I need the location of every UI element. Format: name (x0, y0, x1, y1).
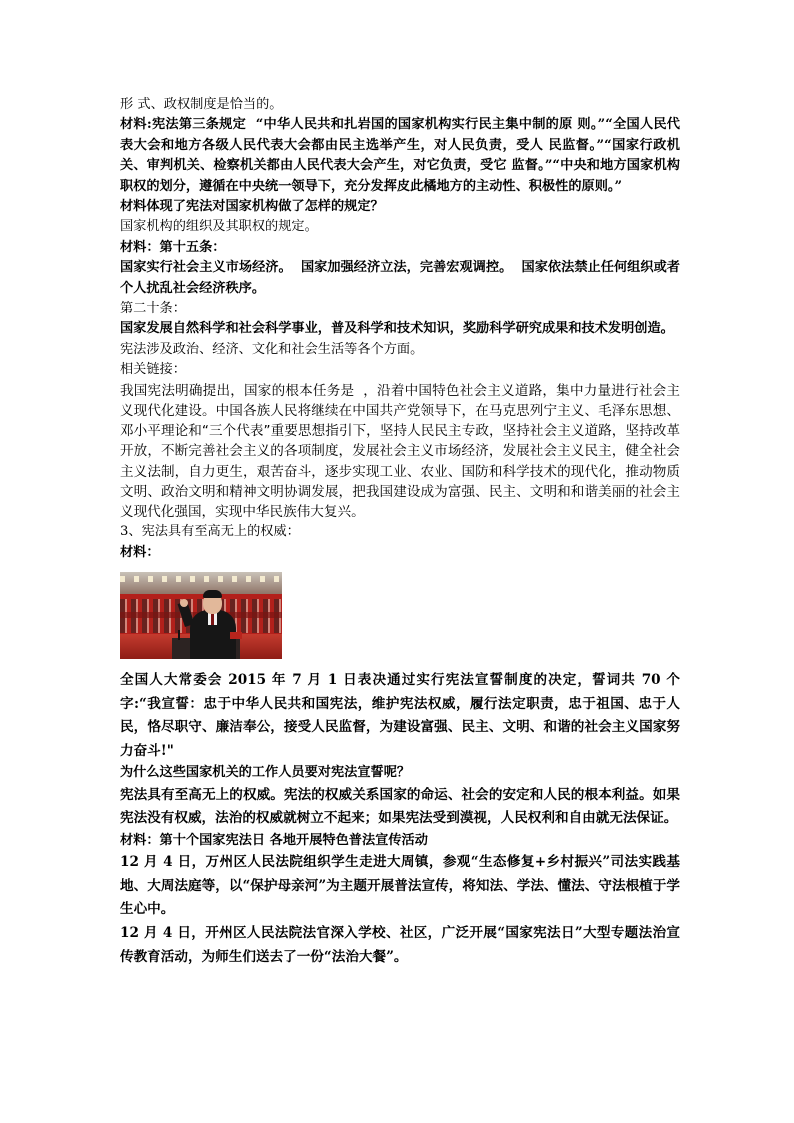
material-heading: 材料： (120, 544, 160, 560)
paragraph: 12 月 4 日，开州区人民法院法官深入学校、社区，广泛开展“国家宪法日”大型专题法治宣传教育活动，为师生们送去了一份“法治大餐”。 (120, 925, 680, 965)
document-body (120, 95, 680, 969)
paragraph: 国家发展自然科学和社会科学事业，普及科学和技术知识，奖励科学研究成果和技术发明创造。 (120, 321, 674, 337)
paragraph: 国家实行社会主义市场经济。 国家加强经济立法，完善宏观调控。 国家依法禁止任何组织或者个人扰乱社会经济秩序。 (120, 260, 680, 296)
section-heading: 3、宪法具有至高无上的权威： (120, 524, 300, 540)
paragraph: 材料:宪法第三条规定 “中华人民共和扎岩国的国家机构实行民主集中制的原 则。”“全国人民代表大会和地方各级人民代表大会都由民主选举产生，对人民负责，受人 民监督。”“国家行政机关、审判机关、检察机关都由人民代表大会产生，对它负责，受它 监督。”“中央和地方国家机构职权的划分，遵循在中央统一领导下，充分发挥皮此橘地方的主动性、积极性的原则。” (120, 117, 680, 194)
paragraph: 形 式、政权制度是恰当的。 (120, 97, 283, 112)
paragraph: 全国人大常委会 2015 年 7 月 1 日表决通过实行宪法宣誓制度的决定，誓词共 70 个字:“我宣誓：忠于中华人民共和国宪法，维护宪法权威，履行法定职责，忠于祖国、忠于人民，恪尽职守、廉洁奉公，接受人民监督，为建设富强、民主、文明、和谐的社会主义国家努力奋斗!" (120, 671, 680, 759)
paragraph: 我国宪法明确提出，国家的根本任务是 ，沿着中国特色社会主义道路，集中力量进行社会主义现代化建设。中国各族人民将继续在中国共产党领导下，在马克思列宁主义、毛泽东思想、邓小平理论和“三个代表”重要思想指引下，坚持人民民主专政，坚持社会主义道路，坚持改革开放，不断完善社会主义的各项制度，发展社会主义市场经济，发展社会主义民主，健全社会主义法制，自力更生，艰苦奋斗，逐步实现工业、农业、国防和科学技术的现代化，推动物质文明、政治文明和精神文明协调发展，把我国建设成为富强、民主、文明和和谐美丽的社会主义现代化强国，实现中华民族伟大复兴。 (120, 382, 680, 520)
article-heading: 第二十条： (120, 301, 186, 317)
answer: 国家机构的组织及其职权的规定。 (120, 219, 318, 235)
material-heading: 材料：第十个国家宪法日 各地开展特色普法宣传活动 (120, 832, 428, 848)
section-heading: 相关链接： (120, 362, 186, 378)
answer: 宪法涉及政治、经济、文化和社会生活等各个方面。 (120, 341, 424, 357)
paragraph: 宪法具有至高无上的权威。宪法的权威关系国家的命运、社会的安定和人民的根本利益。如果宪法没有权威，法治的权威就树立不起来；如果宪法受到漠视，人民权利和自由就无法保证。 (120, 786, 680, 827)
question: 为什么这些国家机关的工作人员要对宪法宣誓呢？ (120, 765, 411, 781)
oath-ceremony-photo (120, 572, 282, 659)
paragraph: 12 月 4 日，万州区人民法院组织学生走进大周镇，参观“生态修复+乡村振兴”司法实践基地、大周法庭等，以“保护母亲河”为主题开展普法宣传，将知法、学法、懂法、守法根植于学生心中。 (120, 854, 680, 918)
material-heading: 材料：第十五条： (120, 239, 226, 255)
question: 材料体现了宪法对国家机构做了怎样的规定？ (120, 199, 384, 215)
